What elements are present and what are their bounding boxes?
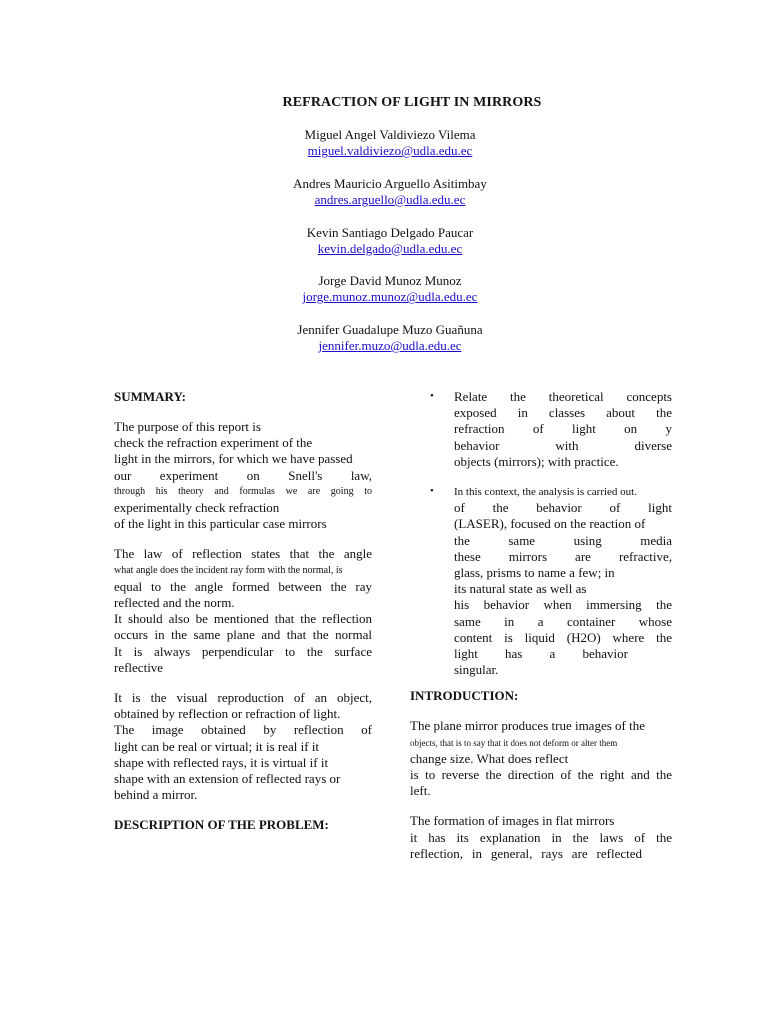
author-name: Andres Mauricio Arguello Asitimbay — [293, 175, 487, 191]
text-line: of the light in this particular case mirrors — [114, 516, 327, 532]
text-line: Relate the theoretical concepts — [454, 389, 672, 404]
text-line: light can be real or virtual; it is real if it — [114, 738, 320, 754]
author-email-link[interactable]: jorge.munoz.munoz@udla.edu.ec — [302, 289, 478, 305]
text-line: through his theory and formulas we are going to — [114, 485, 372, 497]
author-list — [0, 127, 768, 371]
text-line: exposed in classes about the — [454, 405, 672, 421]
paper-title: REFRACTION OF LIGHT IN MIRRORS — [282, 95, 542, 110]
text-line: what angle does the incident ray form with the normal, is — [114, 564, 343, 576]
text-line: our experiment on Snell's law, — [114, 467, 372, 483]
text-line: his behavior when immersing the — [454, 597, 672, 613]
text-line: behind a mirror. — [114, 787, 198, 803]
text-line: occurs in the same plane and that the normal — [114, 627, 372, 643]
author-name: Kevin Santiago Delgado Paucar — [306, 224, 474, 240]
text-line: content is liquid (H2O) where the — [454, 629, 672, 645]
right-column — [410, 389, 672, 862]
text-line: The plane mirror produces true images of the — [410, 718, 645, 734]
text-line: change size. What does reflect — [410, 750, 569, 766]
introduction-paragraph-2 — [410, 813, 672, 862]
text-line: is to reverse the direction of the right and the — [410, 767, 672, 783]
author-email-link[interactable]: miguel.valdiviezo@udla.edu.ec — [307, 143, 473, 158]
text-line: obtained by reflection or refraction of light. — [114, 706, 341, 722]
author-email-link[interactable]: andres.arguello@udla.edu.ec — [314, 191, 466, 207]
objective-bullet — [410, 389, 672, 470]
text-line: The purpose of this report is — [114, 419, 261, 434]
summary-paragraph-2 — [114, 546, 372, 676]
text-line: check the refraction experiment of the — [114, 435, 313, 451]
text-line: light in the mirrors, for which we have passed — [114, 451, 353, 467]
text-line: reflected and the norm. — [114, 595, 235, 611]
author-name: Jorge David Munoz Munoz — [318, 273, 462, 289]
text-line: refraction of light on y — [454, 421, 672, 437]
author-email-link[interactable]: jennifer.muzo@udla.edu.ec — [318, 338, 462, 354]
author-name: Miguel Angel Valdiviezo Vilema — [304, 127, 476, 142]
text-line: experimentally check refraction — [114, 500, 280, 516]
text-line: (LASER), focused on the reaction of — [454, 516, 646, 532]
introduction-paragraph-1 — [410, 718, 672, 799]
text-line: glass, prisms to name a few; in — [454, 565, 615, 581]
text-line: singular. — [454, 662, 499, 678]
text-line: The law of reflection states that the angle — [114, 546, 372, 562]
text-line: shape with an extension of reflected rays or — [114, 771, 341, 787]
text-line: It should also be mentioned that the reflection — [114, 611, 372, 627]
author-block — [0, 127, 768, 176]
objective-bullet — [410, 484, 672, 678]
introduction-heading: INTRODUCTION: — [410, 688, 519, 704]
problem-heading: DESCRIPTION OF THE PROBLEM: — [114, 817, 329, 833]
text-line: these mirrors are refractive, — [454, 548, 672, 564]
summary-paragraph-3 — [114, 690, 372, 803]
text-line: of the behavior of light — [454, 500, 672, 516]
bullet-icon: • — [430, 485, 434, 498]
text-line: behavior with diverse — [454, 437, 672, 453]
text-line: shape with reflected rays, it is virtual if it — [114, 754, 329, 770]
text-line: light has a behavior — [454, 646, 628, 662]
text-line: its natural state as well as — [454, 581, 587, 597]
text-line: equal to the angle formed between the ray — [114, 578, 372, 594]
text-line: same in a container whose — [454, 613, 672, 629]
author-block — [0, 322, 768, 371]
bullet-icon: • — [430, 390, 434, 402]
author-block — [0, 176, 768, 225]
summary-heading: SUMMARY: — [114, 389, 187, 404]
text-line: reflection, in general, rays are reflected — [410, 845, 642, 861]
author-block — [0, 273, 768, 322]
text-line: it has its explanation in the laws of the — [410, 829, 672, 845]
author-email-link[interactable]: kevin.delgado@udla.edu.ec — [317, 240, 463, 256]
author-block — [0, 225, 768, 274]
left-column — [114, 389, 372, 833]
text-line: In this context, the analysis is carried out. — [454, 486, 637, 499]
text-line: The formation of images in flat mirrors — [410, 813, 615, 829]
text-line: It is the visual reproduction of an object, — [114, 690, 372, 706]
text-line: the same using media — [454, 532, 672, 548]
text-line: reflective — [114, 659, 164, 675]
text-line: The image obtained by reflection of — [114, 722, 372, 738]
text-line: objects, that is to say that it does not deform or alter them — [410, 737, 618, 748]
text-line: It is always perpendicular to the surface — [114, 643, 372, 659]
text-line: objects (mirrors); with practice. — [454, 453, 619, 469]
text-line: left. — [410, 783, 431, 799]
summary-paragraph-1 — [114, 419, 372, 532]
author-name: Jennifer Guadalupe Muzo Guañuna — [297, 322, 483, 338]
